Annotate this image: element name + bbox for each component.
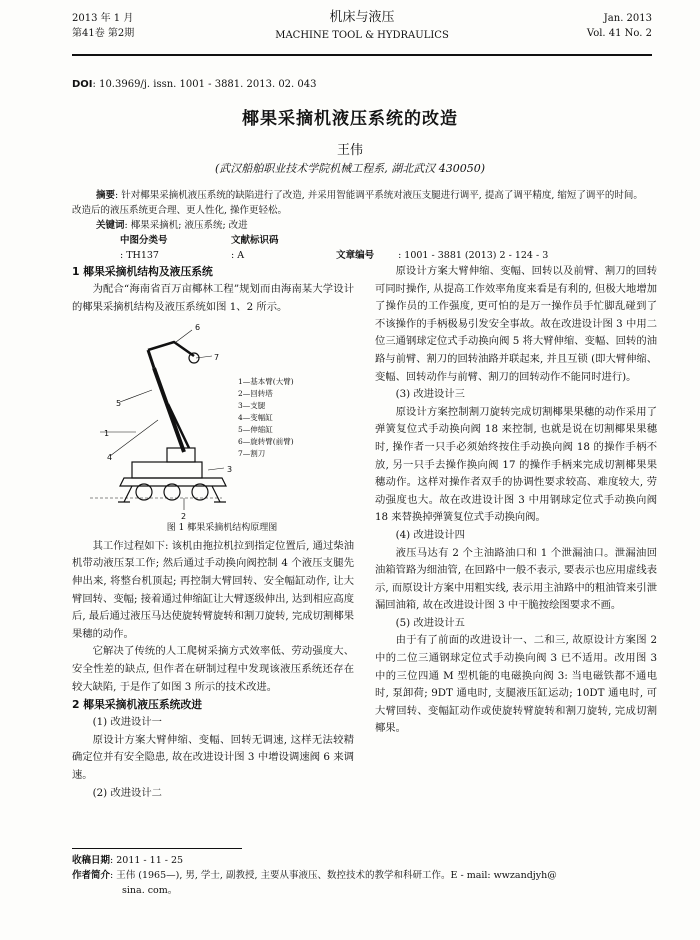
header-right xyxy=(587,11,652,41)
author-bio xyxy=(72,868,652,883)
header-date: 2013 年 1 月 xyxy=(72,13,134,24)
machine-body xyxy=(132,462,202,478)
legend-item: 1—基本臂(大臂) xyxy=(238,377,294,387)
paper-author: 王伟 xyxy=(336,143,363,158)
subsection-heading: (3) 改进设计三 xyxy=(395,388,465,401)
paragraph: 由于有了前面的改进设计一、二和三, 故原设计方案图 2 中的二位三通钢球定位式手动换向阀 3 已不适用。改用图 3 中的三位四通 M 型机能的电磁换向阀 3: 当电磁铁都不通电时, 泵卸荷; 9DT 通电时, 支腿液压缸运动; 10DT 通电时, 可大臂回转、变幅缸动作或使旋转臂旋转和割刀旋转, 完成切割椰果。 xyxy=(375,634,657,735)
classification-line xyxy=(72,233,652,263)
journal-name-en: MACHINE TOOL & HYDRAULICS xyxy=(275,30,449,41)
clc-value: : TH137 xyxy=(120,250,159,261)
legend-item: 6—旋转臂(前臂) xyxy=(238,437,294,447)
keywords-text: : 椰果采摘机; 液压系统; 改进 xyxy=(124,220,248,231)
legend-item: 3—支腿 xyxy=(238,401,266,411)
journal-name-cn: 机床与液压 xyxy=(329,10,395,25)
doc-code-value: : A xyxy=(231,250,245,261)
paragraph: 原设计方案大臂伸缩、变幅、回转以及前臂、割刀的回转可同时操作, 从提高工作效率角度来看是有利的, 但极大地增加了操作员的工作强度, 更可怕的是万一操作员手忙脚乱碰到了不该操作的手柄极易引发安全事故。故在改进设计图 3 中用二位三通钢球定位式手动换向阀 5 将大臂伸缩、变幅、回转的油路与前臂、割刀的回转油路并联起来, 并且互锁 (即大臂伸缩、变幅、回转动作与前臂、割刀的回转动作不能同时进行)。 xyxy=(375,265,657,383)
keywords xyxy=(72,218,652,233)
header-volume-en: Vol. 41 No. 2 xyxy=(586,28,652,39)
fig-number-5: 5 xyxy=(116,399,122,409)
left-column xyxy=(72,263,354,802)
doi-value: : 10.3969/j. issn. 1001 - 3881. 2013. 02. 043 xyxy=(92,79,317,90)
paragraph: 为配合“海南省百万亩椰林工程”规划而由海南某大学设计的椰果采摘机结构及液压系统如图 1、2 所示。 xyxy=(72,283,354,313)
abstract-text: : 针对椰果采摘机液压系统的缺陷进行了改造, 并采用智能调平系统对液压支腿进行调平, 提高了调平精度, 缩短了调平的时间。改造后的液压系统更合理、更人性化, 操作更轻松。 xyxy=(72,190,643,216)
paper-affiliation: (武汉船舶职业技术学院机械工程系, 湖北武汉 430050) xyxy=(214,162,486,175)
doi-line xyxy=(72,79,317,90)
fig-number-1: 1 xyxy=(104,429,110,439)
footnote xyxy=(72,848,652,898)
figure-legend xyxy=(238,376,294,460)
figure-caption: 图 1 椰果采摘机结构原理图 xyxy=(166,523,278,534)
right-column xyxy=(375,263,657,738)
article-number-label: 文章编号 xyxy=(336,250,375,261)
received-label: 收稿日期 xyxy=(72,855,111,866)
fig-number-6: 6 xyxy=(195,323,201,333)
abstract xyxy=(72,188,652,218)
legend-item: 7—割刀 xyxy=(238,449,266,459)
paragraph: 它解决了传统的人工爬树采摘方式效率低、劳动强度大、安全性差的缺点, 但作者在研制过程中发现该液压系统还存在较大缺陷, 于是作了如图 3 所示的技术改进。 xyxy=(72,645,354,693)
paragraph: 液压马达有 2 个主油路油口和 1 个泄漏油口。泄漏油回油箱管路为细油管, 在回路中一般不表示, 要表示也应用虚线表示, 而原设计方案中用粗实线, 表示用主油路中的粗油管来引泄漏回油箱, 故在改进设计图 3 中干脆按绘图要求不画。 xyxy=(375,546,657,612)
abstract-block xyxy=(72,188,652,263)
header-volume: 第41卷 第2期 xyxy=(72,28,135,39)
section-2-heading: 2 椰果采摘机液压系统改进 xyxy=(72,698,203,712)
base-boom xyxy=(154,368,184,452)
legend-item: 5—伸缩缸 xyxy=(238,425,273,435)
turntable xyxy=(167,448,195,462)
header-center xyxy=(72,8,652,43)
author-bio-continued: sina. com。 xyxy=(122,885,178,896)
fig-number-7: 7 xyxy=(214,353,220,363)
fig-number-2: 2 xyxy=(181,512,187,521)
received-date xyxy=(72,853,652,868)
subsection-heading: (2) 改进设计二 xyxy=(92,786,162,799)
machine-structure-drawing xyxy=(72,320,354,520)
paragraph: 原设计方案控制割刀旋转完成切割椰果果穗的动作采用了弹簧复位式手动换向阀 18 来控制, 也就是说在切割椰果果穗时, 操作者一只手必须始终按住手动换向阀 18 的操作手柄不放, 另一只手去操作换向阀 17 的操作手柄来完成切割椰果果穗动作。这样对操作者双手的协调性要求较高、难度较大, 劳动强度也大。故在改进设计图 3 中用钢球定位式手动换向阀 18 来替换掉弹簧复位式手动换向阀。 xyxy=(375,405,657,524)
paper-title: 椰果采摘机液压系统的改造 xyxy=(242,109,458,129)
subsection-heading: (1) 改进设计一 xyxy=(92,716,162,729)
paragraph: 原设计方案大臂伸缩、变幅、回转无调速, 这样无法较精确定位并有安全隐患, 故在改进设计图 3 中增设调速阀 6 来调速。 xyxy=(72,733,354,781)
paragraph: 其工作过程如下: 该机由拖拉机拉到指定位置后, 通过柴油机带动液压泵工作; 然后通过手动换向阀控制 4 个液压支腿先伸出来, 将整台机顶起; 再控制大臂回转、安全幅缸动作, 让大臂回转、变幅; 接着通过伸缩缸让大臂逐级伸出, 达到相应高度后, 最后通过液压马达使旋转臂旋转和割刀旋转, 完成切割椰果果穗的动作。 xyxy=(72,539,354,640)
journal-header xyxy=(72,8,652,56)
figure-1 xyxy=(72,320,354,520)
fig-number-4: 4 xyxy=(107,453,113,463)
machine-base xyxy=(120,478,226,486)
received-value: : 2011 - 11 - 25 xyxy=(110,855,184,866)
footnote-rule xyxy=(72,848,242,849)
bio-label: 作者简介 xyxy=(72,870,111,881)
section-1-heading: 1 椰果采摘机结构及液压系统 xyxy=(72,265,213,278)
doc-code-label: 文献标识码 xyxy=(231,235,279,246)
rotating-arm xyxy=(148,342,194,356)
bio-text: : 王伟 (1965—), 男, 学士, 副教授, 主要从事液压、数控技术的教学和科研工作。E - mail: wwzandjyh@ xyxy=(110,870,557,881)
article-number-value: : 1001 - 3881 (2013) 2 - 124 - 3 xyxy=(398,250,549,261)
abstract-label: 摘要 xyxy=(96,190,116,201)
legend-item: 2—回转塔 xyxy=(238,389,273,399)
subsection-heading: (5) 改进设计五 xyxy=(395,616,465,629)
telescopic-boom xyxy=(148,350,154,368)
keywords-label: 关键词 xyxy=(96,220,125,231)
header-date-en: Jan. 2013 xyxy=(603,13,652,24)
subsection-heading: (4) 改进设计四 xyxy=(395,528,465,541)
clc-label: 中图分类号 xyxy=(120,235,168,246)
legend-item: 4—变幅缸 xyxy=(238,413,273,423)
fig-number-3: 3 xyxy=(227,465,233,475)
doi-label: DOI xyxy=(72,79,93,90)
